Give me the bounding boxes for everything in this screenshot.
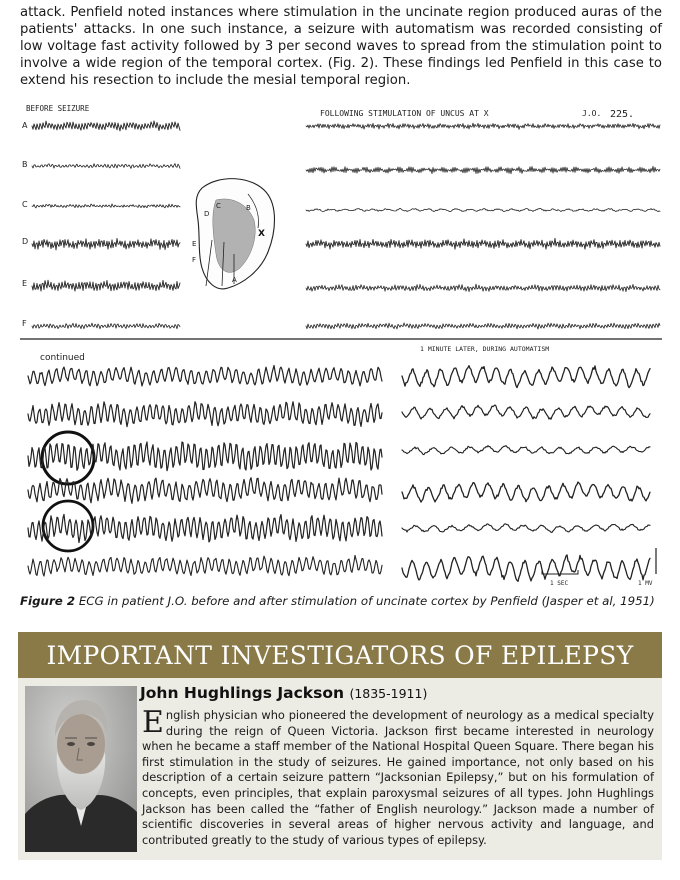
seizure-onset-circle-1 bbox=[42, 432, 94, 484]
eeg-trace bbox=[28, 555, 382, 576]
eeg-trace bbox=[306, 323, 660, 329]
investigator-name-text: John Hughlings Jackson bbox=[140, 684, 345, 702]
investigator-panel bbox=[18, 678, 662, 860]
portrait-photo bbox=[25, 686, 137, 852]
eeg-trace bbox=[28, 402, 382, 427]
eeg-trace bbox=[402, 446, 650, 455]
eeg-trace bbox=[306, 166, 660, 173]
brain-label-b: B bbox=[246, 204, 251, 212]
brain-label-x: X bbox=[258, 229, 265, 239]
brain-diagram bbox=[192, 179, 275, 289]
investigator-years: (1835-1911) bbox=[349, 686, 428, 701]
eeg-trace bbox=[402, 555, 650, 581]
eeg-trace bbox=[306, 123, 660, 129]
eeg-trace bbox=[28, 366, 382, 387]
channel-letter-e: E bbox=[22, 279, 28, 288]
brain-label-a: A bbox=[232, 276, 237, 284]
intro-paragraph: attack. Penfield noted instances where stimulation in the uncinate region produced auras of the patients' attacks. In one such instance, a seizure with automatism was recorded consisting of low voltage fast activity followed by 3 per second waves to spread from the stimulation point to involve a wide region of the temporal cortex. (Fig. 2). These findings led Penfield in this case to extend his resection to include the mesial temporal region. bbox=[20, 5, 662, 88]
eeg-trace bbox=[306, 208, 660, 211]
eeg-trace bbox=[32, 121, 180, 131]
brain-label-c: C bbox=[216, 202, 221, 210]
caption-label: Figure 2 bbox=[20, 594, 76, 608]
channel-letter-c: C bbox=[22, 200, 28, 209]
channel-letter-a: A bbox=[22, 121, 28, 130]
eeg-trace bbox=[402, 524, 650, 533]
channel-letter-b: B bbox=[22, 160, 28, 169]
figure-caption bbox=[20, 594, 670, 608]
eeg-trace bbox=[32, 204, 180, 208]
eeg-trace bbox=[28, 514, 382, 542]
bio-text: nglish physician who pioneered the development of neurology as a medical specialty during the reign of Queen Victoria. Jackson first became interested in neurology when he became a staff member of the National Hospital Queen Square. There began his first stimulation in the study of seizures. He gained importance, not only based on his description of a certain seizure pattern “Jacksonian Epilepsy,” but on his formulation of concepts, even principles, that explain paroxysmal seizures of all types. John Hughlings Jackson has been called the “father of English neurology.” Jackson made a number of scientific discoveries in several areas of higher nervous activity and language, and contributed greatly to the study of various types of epilepsy. bbox=[142, 708, 654, 847]
label-continued: continued bbox=[40, 353, 85, 363]
label-minute-later: 1 MINUTE LATER, DURING AUTOMATISM bbox=[420, 345, 550, 353]
eeg-trace bbox=[28, 442, 382, 471]
eeg-tracings-image bbox=[20, 104, 662, 590]
eeg-trace bbox=[402, 482, 650, 502]
eeg-trace bbox=[32, 238, 180, 250]
label-case-number: 225. bbox=[610, 109, 635, 120]
channel-letter-f: F bbox=[22, 319, 27, 328]
eeg-trace bbox=[402, 366, 650, 388]
eeg-figure bbox=[20, 104, 662, 590]
eeg-trace bbox=[306, 284, 660, 292]
label-following-stimulation: FOLLOWING STIMULATION OF UNCUS AT X bbox=[320, 109, 489, 118]
brain-label-d: D bbox=[204, 210, 210, 218]
investigator-bio bbox=[142, 705, 654, 848]
scale-label-time: 1 SEC bbox=[550, 580, 569, 587]
brain-label-f: F bbox=[192, 256, 197, 264]
label-before-seizure: BEFORE SEIZURE bbox=[26, 104, 90, 113]
eeg-traces bbox=[28, 121, 660, 581]
eeg-trace bbox=[402, 405, 650, 419]
channel-letter-d: D bbox=[22, 237, 29, 246]
caption-text: ECG in patient J.O. before and after stimulation of uncinate cortex by Penfield (Jasper et al, 1951) bbox=[78, 594, 655, 608]
investigator-name bbox=[140, 684, 427, 702]
bio-dropcap: E bbox=[142, 705, 164, 740]
brain-label-e: E bbox=[192, 240, 197, 248]
section-banner: IMPORTANT INVESTIGATORS OF EPILEPSY bbox=[18, 632, 662, 678]
eeg-trace bbox=[32, 280, 180, 291]
eeg-trace bbox=[32, 323, 180, 329]
eeg-trace bbox=[306, 238, 660, 249]
scale-label-voltage: 1 MV bbox=[638, 580, 653, 587]
eeg-trace bbox=[32, 164, 180, 169]
label-patient-code: J.O. bbox=[582, 109, 602, 118]
